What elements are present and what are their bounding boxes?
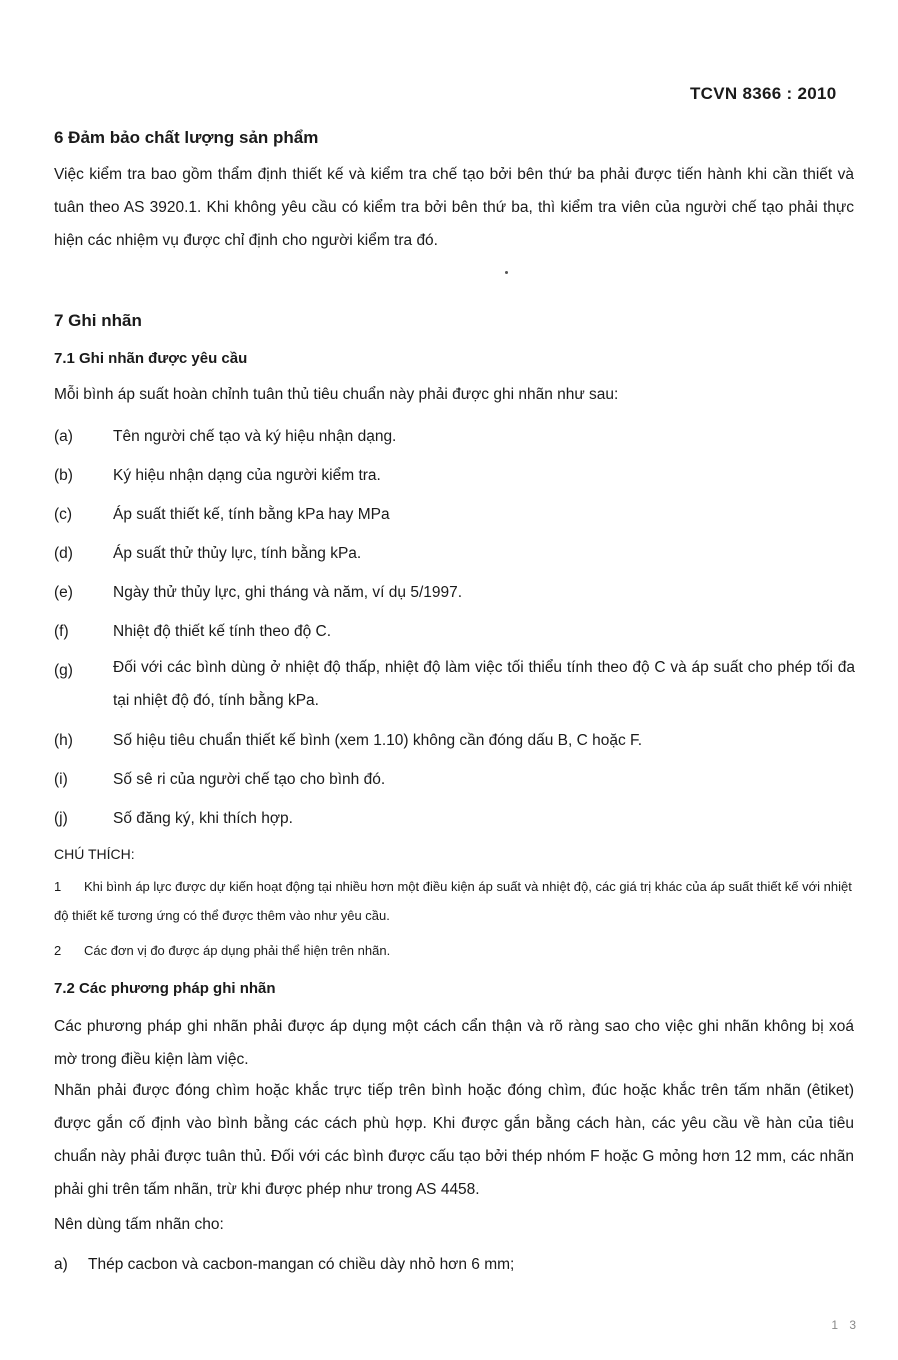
note-number: 1 [54, 879, 62, 894]
note-heading: CHÚ THÍCH: [54, 846, 135, 862]
list-item [54, 1256, 514, 1274]
list-item-text: Đối với các bình dùng ở nhiệt độ thấp, nhiệt độ làm việc tối thiểu tính theo độ C và áp suất cho phép tối đa tại nhiệt độ đó, tính bằng kPa. [113, 659, 855, 709]
page-marks: 1 3 [831, 1318, 860, 1332]
section-7-2-paragraph-1: Các phương pháp ghi nhãn phải được áp dụng một cách cẩn thận và rõ ràng sao cho việc ghi nhãn không bị xoá mờ trong điều kiện làm việc. [54, 1018, 854, 1068]
list-item-label: (f) [54, 623, 69, 640]
list-item-text: Ký hiệu nhận dạng của người kiểm tra. [113, 467, 381, 484]
list-item-label: (g) [54, 662, 73, 679]
list-item-label: (b) [54, 467, 73, 484]
note-number: 2 [54, 943, 62, 958]
note-text: Khi bình áp lực được dự kiến hoạt động tại nhiều hơn một điều kiện áp suất và nhiệt độ, các giá trị khác của áp suất thiết kế với nhiệt độ thiết kế tương ứng có thể được thêm vào như yêu cầu. [54, 879, 852, 923]
list-item-label: (e) [54, 584, 73, 601]
list-item-label: a) [54, 1256, 68, 1273]
scan-speck [505, 271, 508, 274]
section-7-1-intro: Mỗi bình áp suất hoàn chỉnh tuân thủ tiêu chuẩn này phải được ghi nhãn như sau: [54, 386, 619, 403]
section-7-heading: 7 Ghi nhãn [54, 311, 142, 330]
section-7-2-heading: 7.2 Các phương pháp ghi nhãn [54, 980, 276, 997]
list-item-label: (c) [54, 506, 73, 523]
list-item-text: Nhiệt độ thiết kế tính theo độ C. [113, 623, 331, 640]
list-item-label: (j) [54, 810, 68, 827]
list-item-text: Số sê ri của người chế tạo cho bình đó. [113, 771, 386, 788]
list-item-text: Số đăng ký, khi thích hợp. [113, 810, 293, 827]
section-7-2-paragraph-3: Nên dùng tấm nhãn cho: [54, 1216, 224, 1233]
list-item-text: Áp suất thử thủy lực, tính bằng kPa. [113, 545, 362, 562]
list-item-text: Ngày thử thủy lực, ghi tháng và năm, ví dụ 5/1997. [113, 584, 463, 601]
list-item-text: Số hiệu tiêu chuẩn thiết kế bình (xem 1.10) không cần đóng dấu B, C hoặc F. [113, 732, 643, 749]
list-item-label: (i) [54, 771, 68, 788]
standard-number: TCVN 8366 : 2010 [690, 84, 837, 103]
note-item [54, 936, 856, 965]
note-item [54, 872, 856, 930]
note-text: Các đơn vị đo được áp dụng phải thể hiện trên nhãn. [84, 943, 391, 958]
section-6-paragraph: Việc kiểm tra bao gồm thẩm định thiết kế và kiểm tra chế tạo bởi bên thứ ba phải được tiến hành khi cần thiết và tuân theo AS 3920.1. Khi không yêu cầu có kiểm tra bởi bên thứ ba, thì kiểm tra viên của người chế tạo phải thực hiện các nhiệm vụ được chỉ định cho người kiểm tra đó. [54, 166, 854, 249]
list-item-label: (h) [54, 732, 73, 749]
list-item-text: Tên người chế tạo và ký hiệu nhận dạng. [113, 428, 397, 445]
list-item-text: Thép cacbon và cacbon-mangan có chiều dày nhỏ hơn 6 mm; [88, 1256, 515, 1273]
section-6-heading: 6 Đảm bảo chất lượng sản phẩm [54, 128, 319, 147]
list-item-label: (a) [54, 428, 73, 445]
list-item-text: Áp suất thiết kế, tính bằng kPa hay MPa [113, 506, 390, 523]
section-7-2-paragraph-2: Nhãn phải được đóng chìm hoặc khắc trực tiếp trên bình hoặc đóng chìm, đúc hoặc khắc trên tấm nhãn (êtiket) được gắn cố định vào bình bằng các cách phù hợp. Khi được gắn bằng cách hàn, các yêu cầu về hàn của tiêu chuẩn này phải được tuân thủ. Đối với các bình được cấu tạo bởi thép nhóm F hoặc G mỏng hơn 12 mm, các nhãn phải ghi trên tấm nhãn, trừ khi được phép như trong AS 4458. [54, 1082, 854, 1198]
section-7-1-heading: 7.1 Ghi nhãn được yêu cầu [54, 350, 248, 367]
list-item-label: (d) [54, 545, 73, 562]
